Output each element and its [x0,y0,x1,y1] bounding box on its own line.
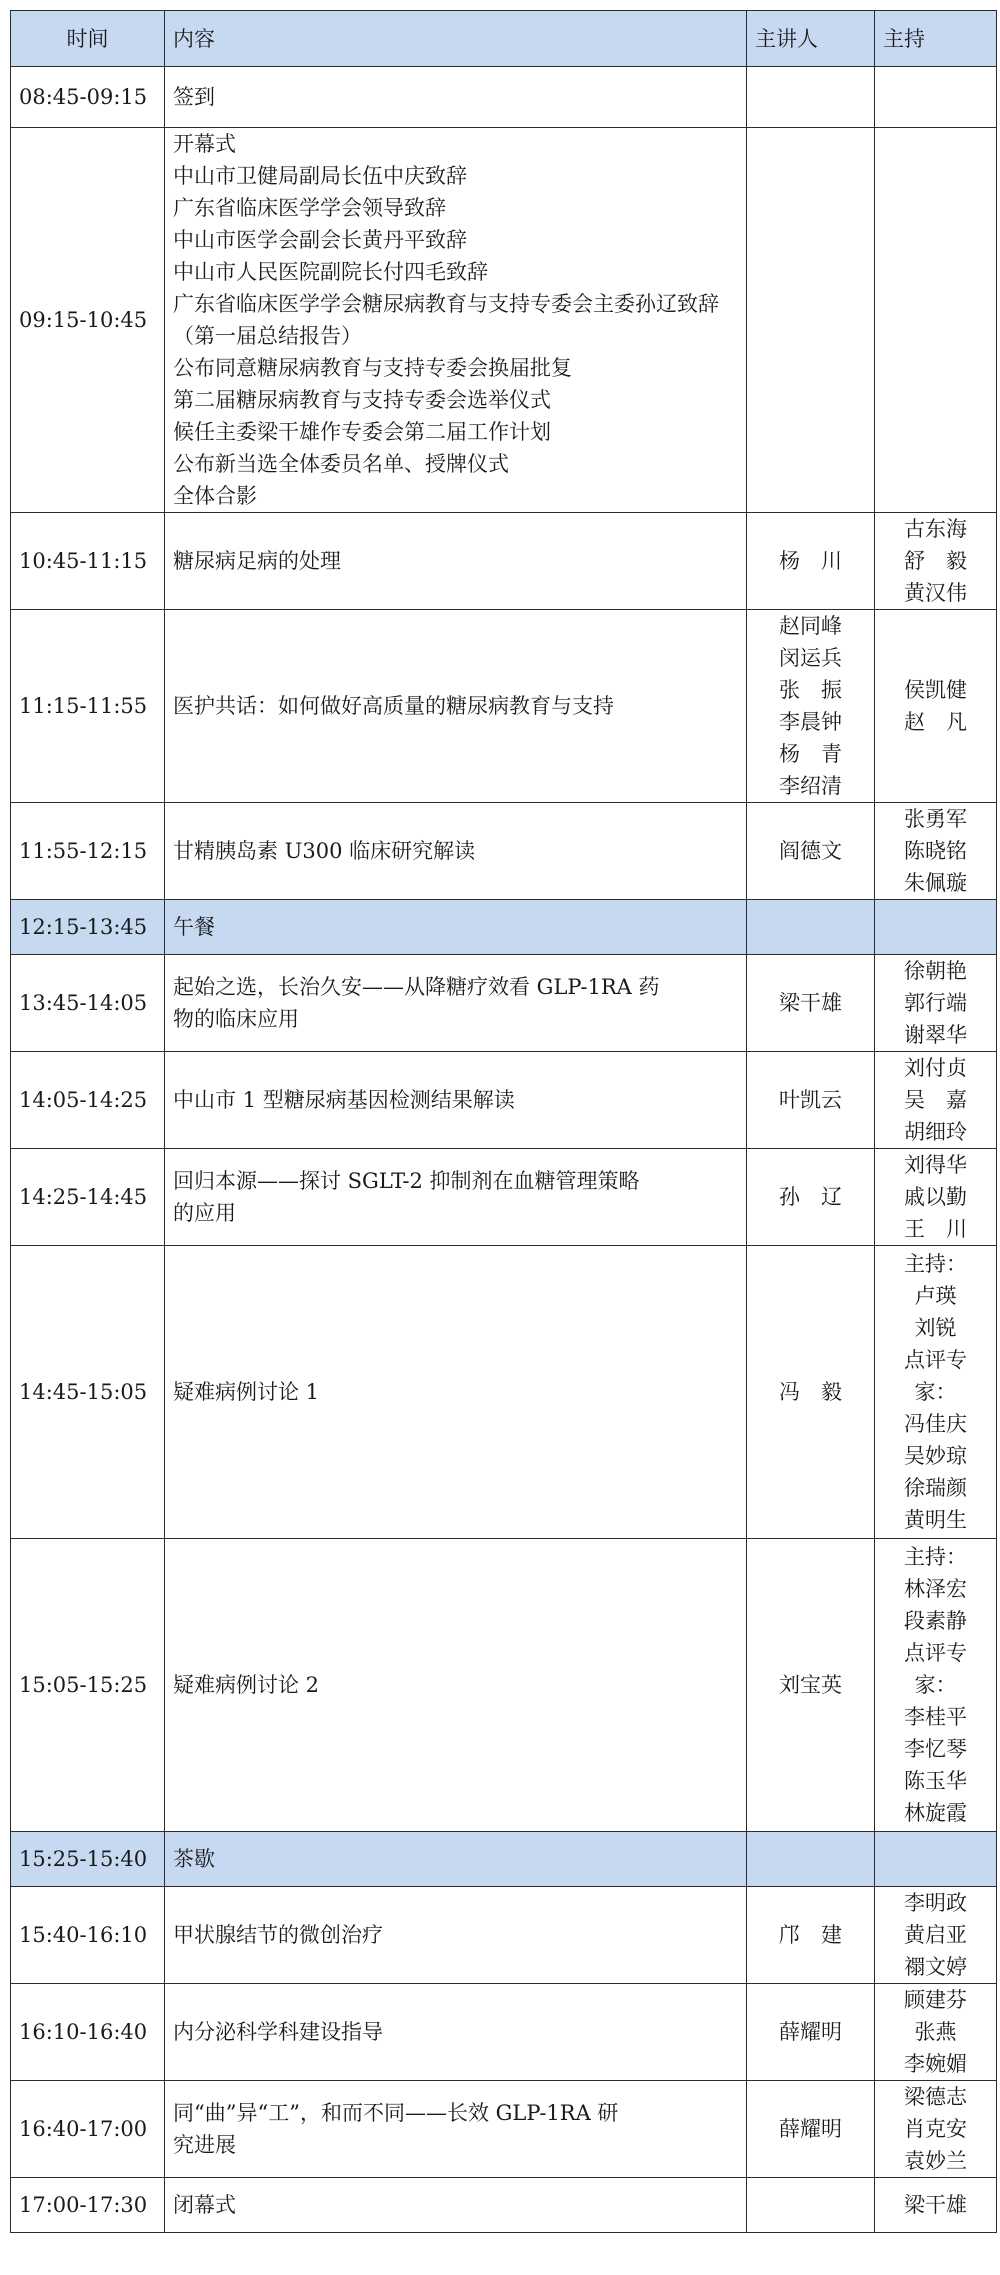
content-cell-line: 糖尿病足病的处理 [173,549,341,573]
host-cell [875,900,997,955]
speaker-cell [747,128,875,513]
time-cell: 15:25-15:40 [11,1832,165,1887]
content-cell-line: （第一届总结报告） [173,324,362,348]
content-cell-line: 广东省临床医学学会领导致辞 [173,196,446,220]
speaker-cell-line: 杨 川 [779,549,842,573]
schedule-row [11,955,997,1052]
host-cell-line: 段素静 [904,1609,967,1633]
time-cell: 12:15-13:45 [11,900,165,955]
host-cell-line: 戚以勤 [904,1185,967,1209]
host-cell [875,1539,997,1832]
speaker-cell [747,1984,875,2081]
content-cell-line: 广东省临床医学学会糖尿病教育与支持专委会主委孙辽致辞 [173,292,719,316]
time-cell: 15:40-16:10 [11,1887,165,1984]
host-cell-line: 吴妙琼 [904,1444,967,1468]
speaker-cell-line: 薛耀明 [779,2020,842,2044]
speaker-cell-line: 李晨钟 [779,710,842,734]
content-cell [165,803,747,900]
content-cell-line: 候任主委梁干雄作专委会第二届工作计划 [173,420,551,444]
content-cell [165,1539,747,1832]
content-cell [165,1246,747,1539]
speaker-cell [747,513,875,610]
speaker-cell-line: 李绍清 [779,774,842,798]
schedule-row [11,67,997,128]
content-cell [165,610,747,803]
time-cell: 11:55-12:15 [11,803,165,900]
host-cell-line: 刘得华 [904,1153,967,1177]
time-cell: 13:45-14:05 [11,955,165,1052]
host-cell [875,610,997,803]
host-cell-line: 朱佩璇 [904,871,967,895]
content-cell-line: 起始之选，长治久安——从降糖疗效看 GLP-1RA 药 [173,975,660,999]
schedule-row [11,128,997,513]
content-cell [165,1052,747,1149]
time-cell: 10:45-11:15 [11,513,165,610]
host-cell-line: 胡细玲 [904,1120,967,1144]
content-cell-line: 第二届糖尿病教育与支持专委会选举仪式 [173,388,551,412]
host-cell-line: 张燕 [914,2020,957,2044]
host-cell [875,803,997,900]
host-cell-line: 肖克安 [904,2117,967,2141]
host-cell [875,1246,997,1539]
host-cell-line: 古东海 [904,517,967,541]
host-cell-line: 黄汉伟 [904,581,967,605]
host-cell-line: 梁干雄 [904,2193,967,2217]
schedule-header [11,11,997,67]
host-cell-line: 舒 毅 [904,549,967,573]
host-cell-line: 黄启亚 [904,1923,967,1947]
content-cell [165,1832,747,1887]
time-cell: 16:10-16:40 [11,1984,165,2081]
speaker-cell [747,955,875,1052]
host-cell [875,128,997,513]
header-content: 内容 [165,11,747,67]
host-cell-line: 郭行端 [904,991,967,1015]
content-cell [165,1149,747,1246]
content-cell-line: 内分泌科学科建设指导 [173,2020,383,2044]
speaker-cell [747,610,875,803]
speaker-cell [747,1539,875,1832]
host-cell-line: 刘付贞 [904,1056,967,1080]
host-cell [875,1832,997,1887]
host-cell-line: 侯凯健 [904,678,967,702]
content-cell-line: 开幕式 [173,132,236,156]
speaker-cell [747,2178,875,2233]
host-cell-line: 林泽宏 [904,1577,967,1601]
speaker-cell [747,1052,875,1149]
content-cell-line: 甘精胰岛素 U300 临床研究解读 [173,839,476,863]
content-cell-line: 甲状腺结节的微创治疗 [173,1923,383,1947]
content-cell-line: 签到 [173,85,215,109]
host-cell-line: 点评专 [904,1641,967,1665]
content-cell-line: 中山市医学会副会长黄丹平致辞 [173,228,467,252]
speaker-cell [747,1246,875,1539]
host-cell [875,955,997,1052]
host-cell-line: 陈晓铭 [904,839,967,863]
schedule-row [11,1246,997,1539]
host-cell [875,1984,997,2081]
host-cell-line: 黄明生 [904,1508,967,1532]
content-cell [165,67,747,128]
content-cell-line: 闭幕式 [173,2193,236,2217]
content-cell-line: 中山市 1 型糖尿病基因检测结果解读 [173,1088,515,1112]
speaker-cell-line: 刘宝英 [779,1673,842,1697]
content-cell [165,955,747,1052]
schedule-row [11,1052,997,1149]
content-cell-line: 疑难病例讨论 1 [173,1380,320,1404]
speaker-cell-line: 阎德文 [779,839,842,863]
speaker-cell [747,67,875,128]
content-cell [165,513,747,610]
host-cell-line: 顾建芬 [904,1988,967,2012]
speaker-cell-line: 杨 青 [779,742,842,766]
content-cell-line: 公布新当选全体委员名单、授牌仪式 [173,452,509,476]
content-cell-line: 中山市人民医院副院长付四毛致辞 [173,260,488,284]
speaker-cell-line: 赵同峰 [779,614,842,638]
host-cell [875,1052,997,1149]
speaker-cell-line: 薛耀明 [779,2117,842,2141]
content-cell-line: 回归本源——探讨 SGLT-2 抑制剂在血糖管理策略 [173,1169,640,1193]
header-host: 主持 [875,11,997,67]
host-cell-line: 李明政 [904,1891,967,1915]
schedule-row [11,610,997,803]
content-cell [165,128,747,513]
schedule-row [11,2178,997,2233]
time-cell: 11:15-11:55 [11,610,165,803]
content-cell [165,900,747,955]
time-cell: 16:40-17:00 [11,2081,165,2178]
content-cell-line: 究进展 [173,2133,236,2157]
host-cell-line: 李婉媚 [904,2052,967,2076]
host-cell-line: 禤文婷 [904,1955,967,1979]
content-cell-line: 中山市卫健局副局长伍中庆致辞 [173,164,467,188]
host-cell-line: 李桂平 [904,1705,967,1729]
host-cell-line: 王 川 [904,1217,967,1241]
schedule-row [11,1149,997,1246]
content-cell [165,1887,747,1984]
host-cell-line: 李忆琴 [904,1737,967,1761]
speaker-cell-line: 张 振 [779,678,842,702]
schedule-row [11,2081,997,2178]
host-cell-line: 主持： [904,1252,967,1276]
host-cell-line: 谢翠华 [904,1023,967,1047]
host-cell-line: 家： [914,1673,957,1697]
time-cell: 14:05-14:25 [11,1052,165,1149]
content-cell [165,1984,747,2081]
speaker-cell [747,803,875,900]
content-cell-line: 的应用 [173,1201,236,1225]
host-cell-line: 陈玉华 [904,1769,967,1793]
time-cell: 14:25-14:45 [11,1149,165,1246]
schedule-row [11,1539,997,1832]
time-cell: 17:00-17:30 [11,2178,165,2233]
schedule-row [11,1887,997,1984]
schedule-row [11,1984,997,2081]
time-cell: 15:05-15:25 [11,1539,165,1832]
host-cell-line: 林旋霞 [904,1801,967,1825]
time-cell: 09:15-10:45 [11,128,165,513]
speaker-cell-line: 邝 建 [779,1923,842,1947]
speaker-cell-line: 闵运兵 [779,646,842,670]
content-cell-line: 全体合影 [173,484,257,508]
host-cell-line: 点评专 [904,1348,967,1372]
host-cell-line: 冯佳庆 [904,1412,967,1436]
speaker-cell [747,1832,875,1887]
speaker-cell [747,1887,875,1984]
schedule-row [11,803,997,900]
host-cell-line: 卢瑛 [914,1284,957,1308]
host-cell-line: 吴 嘉 [904,1088,967,1112]
host-cell [875,513,997,610]
host-cell [875,1149,997,1246]
schedule-row [11,1832,997,1887]
host-cell [875,67,997,128]
content-cell-line: 物的临床应用 [173,1007,299,1031]
host-cell-line: 刘锐 [914,1316,957,1340]
speaker-cell-line: 孙 辽 [779,1185,842,1209]
host-cell-line: 徐瑞颜 [904,1476,967,1500]
host-cell-line: 张勇军 [904,807,967,831]
host-cell [875,1887,997,1984]
schedule-table [10,10,997,2233]
schedule-row [11,900,997,955]
content-cell-line: 医护共话：如何做好高质量的糖尿病教育与支持 [173,694,614,718]
host-cell-line: 主持： [904,1545,967,1569]
speaker-cell [747,2081,875,2178]
host-cell-line: 赵 凡 [904,710,967,734]
content-cell [165,2081,747,2178]
content-cell-line: 公布同意糖尿病教育与支持专委会换届批复 [173,356,572,380]
content-cell-line: 同“曲”异“工”，和而不同——长效 GLP-1RA 研 [173,2101,619,2125]
speaker-cell [747,900,875,955]
host-cell [875,2081,997,2178]
time-cell: 14:45-15:05 [11,1246,165,1539]
header-time: 时间 [11,11,165,67]
host-cell [875,2178,997,2233]
time-cell: 08:45-09:15 [11,67,165,128]
host-cell-line: 徐朝艳 [904,959,967,983]
host-cell-line: 家： [914,1380,957,1404]
speaker-cell-line: 叶凯云 [779,1088,842,1112]
content-cell [165,2178,747,2233]
host-cell-line: 袁妙兰 [904,2149,967,2173]
schedule-row [11,513,997,610]
content-cell-line: 茶歇 [173,1847,215,1871]
header-speaker: 主讲人 [747,11,875,67]
speaker-cell-line: 梁干雄 [779,991,842,1015]
speaker-cell [747,1149,875,1246]
speaker-cell-line: 冯 毅 [779,1380,842,1404]
content-cell-line: 午餐 [173,915,215,939]
host-cell-line: 梁德志 [904,2085,967,2109]
schedule-body [11,67,997,2233]
content-cell-line: 疑难病例讨论 2 [173,1673,320,1697]
